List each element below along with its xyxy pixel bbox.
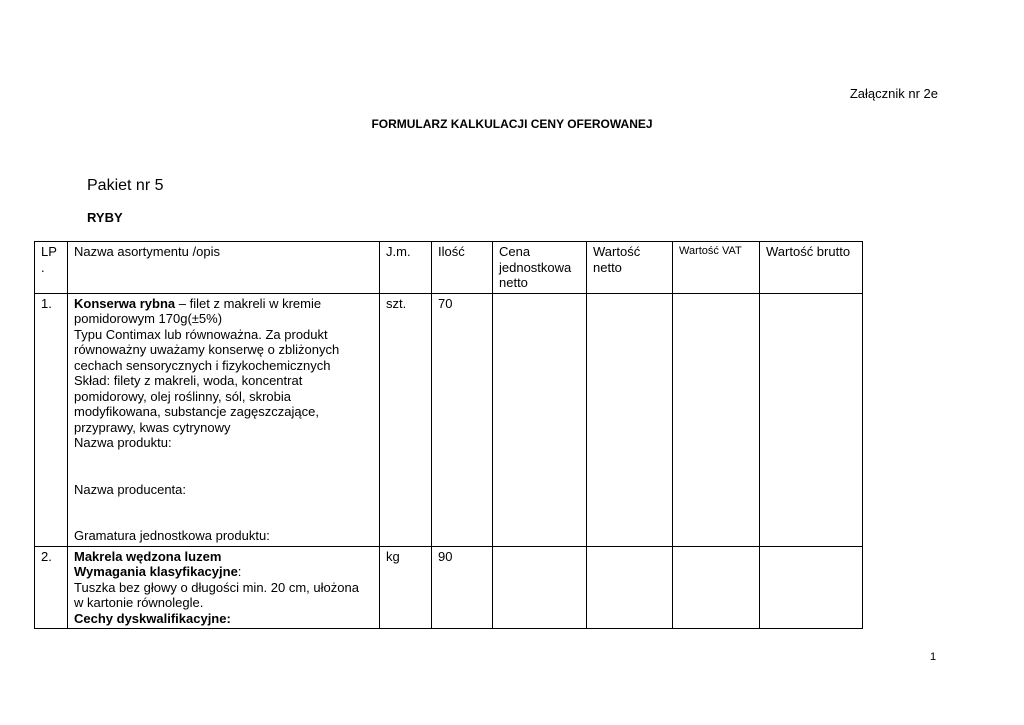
row-2-desc-line: Tuszka bez głowy o długości min. 20 cm, ułożona	[74, 579, 359, 595]
header-qty: Ilość	[432, 242, 493, 294]
row-2-title: Makrela wędzona luzem	[74, 548, 222, 564]
row-1-unit: szt.	[380, 293, 432, 546]
row-2-lp: 2.	[35, 546, 68, 629]
row-2-description	[68, 546, 380, 629]
row-1-qty: 70	[432, 293, 493, 546]
row-2-vat-value-cell	[673, 546, 760, 629]
row-2-qty: 90	[432, 546, 493, 629]
row-1-net-value-cell	[587, 293, 673, 546]
header-gross-value: Wartość brutto	[760, 242, 863, 294]
header-net-value-line2: netto	[593, 259, 622, 275]
header-unit-price-line3: netto	[499, 275, 528, 290]
row-1-desc-line: Skład: filety z makreli, woda, koncentrat	[74, 373, 303, 388]
form-title: FORMULARZ KALKULACJI CENY OFEROWANEJ	[371, 117, 653, 131]
row-1-desc-line: przyprawy, kwas cytrynowy	[74, 419, 231, 435]
page-number: 1	[930, 651, 937, 663]
table-row	[35, 293, 863, 546]
row-1-title	[74, 296, 373, 312]
row-1-gramature-label: Gramatura jednostkowa produktu:	[74, 528, 270, 543]
row-1-title-bold: Konserwa rybna	[74, 295, 176, 311]
row-2-net-value-cell	[587, 546, 673, 629]
header-net-value-line1: Wartość	[593, 244, 641, 259]
table-header-row	[35, 242, 863, 294]
header-lp	[35, 242, 68, 294]
row-1-producer-blank	[74, 497, 373, 528]
header-unit: J.m.	[380, 242, 432, 294]
row-1-product-name-blank	[74, 451, 373, 482]
row-2-requirements-heading	[74, 564, 373, 580]
row-2-gross-value-cell	[760, 546, 863, 629]
table-row	[35, 546, 863, 629]
price-calculation-table	[34, 241, 863, 629]
row-1-desc-line: modyfikowana, substancje zagęszczające,	[74, 404, 319, 419]
row-2-requirements-colon: :	[237, 564, 242, 579]
package-title: Pakiet nr 5	[87, 177, 164, 194]
row-1-desc-line: Typu Contimax lub równoważna. Za produkt	[74, 326, 328, 342]
header-unit-price-line1: Cena	[499, 244, 531, 259]
row-1-vat-value-cell	[673, 293, 760, 546]
header-unit-price	[493, 242, 587, 294]
row-1-title-rest: – filet z makreli w kremie	[175, 295, 322, 311]
attachment-label: Załącznik nr 2e	[849, 86, 938, 101]
row-1-description	[68, 293, 380, 546]
row-1-product-name-label: Nazwa produktu:	[74, 435, 172, 450]
row-1-producer-label: Nazwa producenta:	[74, 481, 187, 497]
row-1-unit-price-cell	[493, 293, 587, 546]
row-2-desc-line: w kartonie równolegle.	[74, 595, 204, 610]
row-1-desc-line: pomidorowy, olej roślinny, sól, skrobia	[74, 388, 291, 404]
row-2-unit: kg	[380, 546, 432, 629]
header-net-value	[587, 242, 673, 294]
row-1-gross-value-cell	[760, 293, 863, 546]
row-1-desc-line: pomidorowym 170g(±5%)	[74, 311, 223, 326]
row-2-requirements-label: Wymagania klasyfikacyjne	[74, 564, 238, 579]
row-1-lp: 1.	[35, 293, 68, 546]
row-1-desc-line: cechach sensorycznych i fizykochemicznych	[74, 357, 331, 373]
header-name: Nazwa asortymentu /opis	[68, 242, 380, 294]
row-2-unit-price-cell	[493, 546, 587, 629]
header-vat-value: Wartość VAT	[673, 242, 760, 294]
row-2-disqualification-label: Cechy dyskwalifikacyjne:	[74, 610, 231, 626]
header-unit-price-line2: jednostkowa	[499, 259, 572, 275]
header-lp-line1: LP	[41, 244, 57, 259]
section-title: RYBY	[87, 210, 123, 225]
header-lp-line2: .	[41, 259, 45, 275]
row-1-desc-line: równoważny uważamy konserwę o zbliżonych	[74, 342, 340, 357]
